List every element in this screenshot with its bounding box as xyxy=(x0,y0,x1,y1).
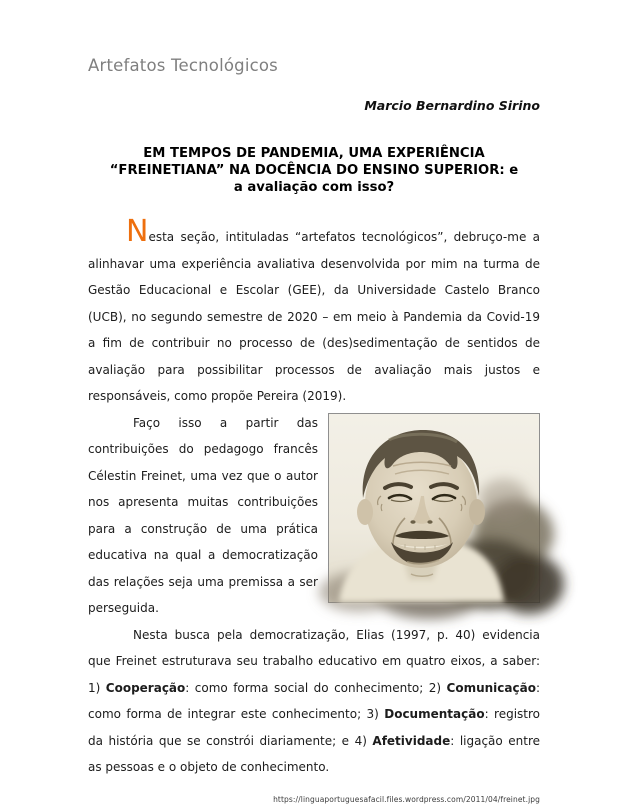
article-title-line: EM TEMPOS DE PANDEMIA, UMA EXPERIÊNCIA xyxy=(143,146,485,161)
article-title-line: “FREINETIANA” NA DOCÊNCIA DO ENSINO SUPERIOR: e xyxy=(109,163,519,178)
portrait-image xyxy=(329,414,539,602)
author-name: Marcio Bernardino Sirino xyxy=(364,98,540,113)
keyword-cooperacao: Cooperação xyxy=(105,680,186,695)
keyword-documentacao: Documentação xyxy=(384,707,485,721)
photo-credit-url: https://linguaportuguesafacil.files.wordpress.com/2011/04/freinet.jpg xyxy=(273,794,540,804)
keyword-afetividade: Afetividade xyxy=(372,733,451,748)
section-header: Artefatos Tecnológicos xyxy=(88,56,278,75)
paragraph xyxy=(88,214,540,410)
paragraph-text: : como forma social do conhecimento; 2) xyxy=(185,680,447,695)
paragraph-text: : como forma de integrar este conhecimento; 3) xyxy=(88,680,540,721)
paragraph-text: Nesta busca pela democratização, Elias (1997, p. 40) evidencia que Freinet estruturava seu trabalho educativo em quatro eixos, a saber: 1) xyxy=(88,627,540,695)
paragraph xyxy=(88,622,540,781)
freinet-photo xyxy=(328,413,540,603)
article-body xyxy=(88,214,540,781)
keyword-comunicacao: Comunicação xyxy=(446,680,536,695)
paragraph: Faço isso a partir das contribuições do pedagogo francês Célestin Freinet, uma vez que o autor nos apresenta muitas contribuições para a construção de uma prática educativa na qual a democratização das relações seja uma premissa a ser perseguida. xyxy=(88,415,318,615)
paragraph-text: : registro da história que se constrói diariamente; e 4) xyxy=(88,707,540,748)
article-title xyxy=(88,145,540,196)
dropcap-initial: N xyxy=(126,214,149,249)
paragraph-text: : ligação entre as pessoas e o objeto de conhecimento. xyxy=(88,733,540,774)
paragraph-text: esta seção, intituladas “artefatos tecnológicos”, debruço-me a alinhavar uma experiência avaliativa desenvolvida por mim na turma de Gestão Educacional e Escolar (GEE), da Universidade Castelo Branco (UCB), no segundo semestre de 2020 – em meio à Pandemia da Covid-19 a fim de contribuir no processo de (des)sedimentação de sentidos de avaliação para possibilitar processos de avaliação mais justos e responsáveis, como propõe Pereira (2019). xyxy=(88,230,540,403)
article-title-line: a avaliação com isso? xyxy=(233,180,395,195)
